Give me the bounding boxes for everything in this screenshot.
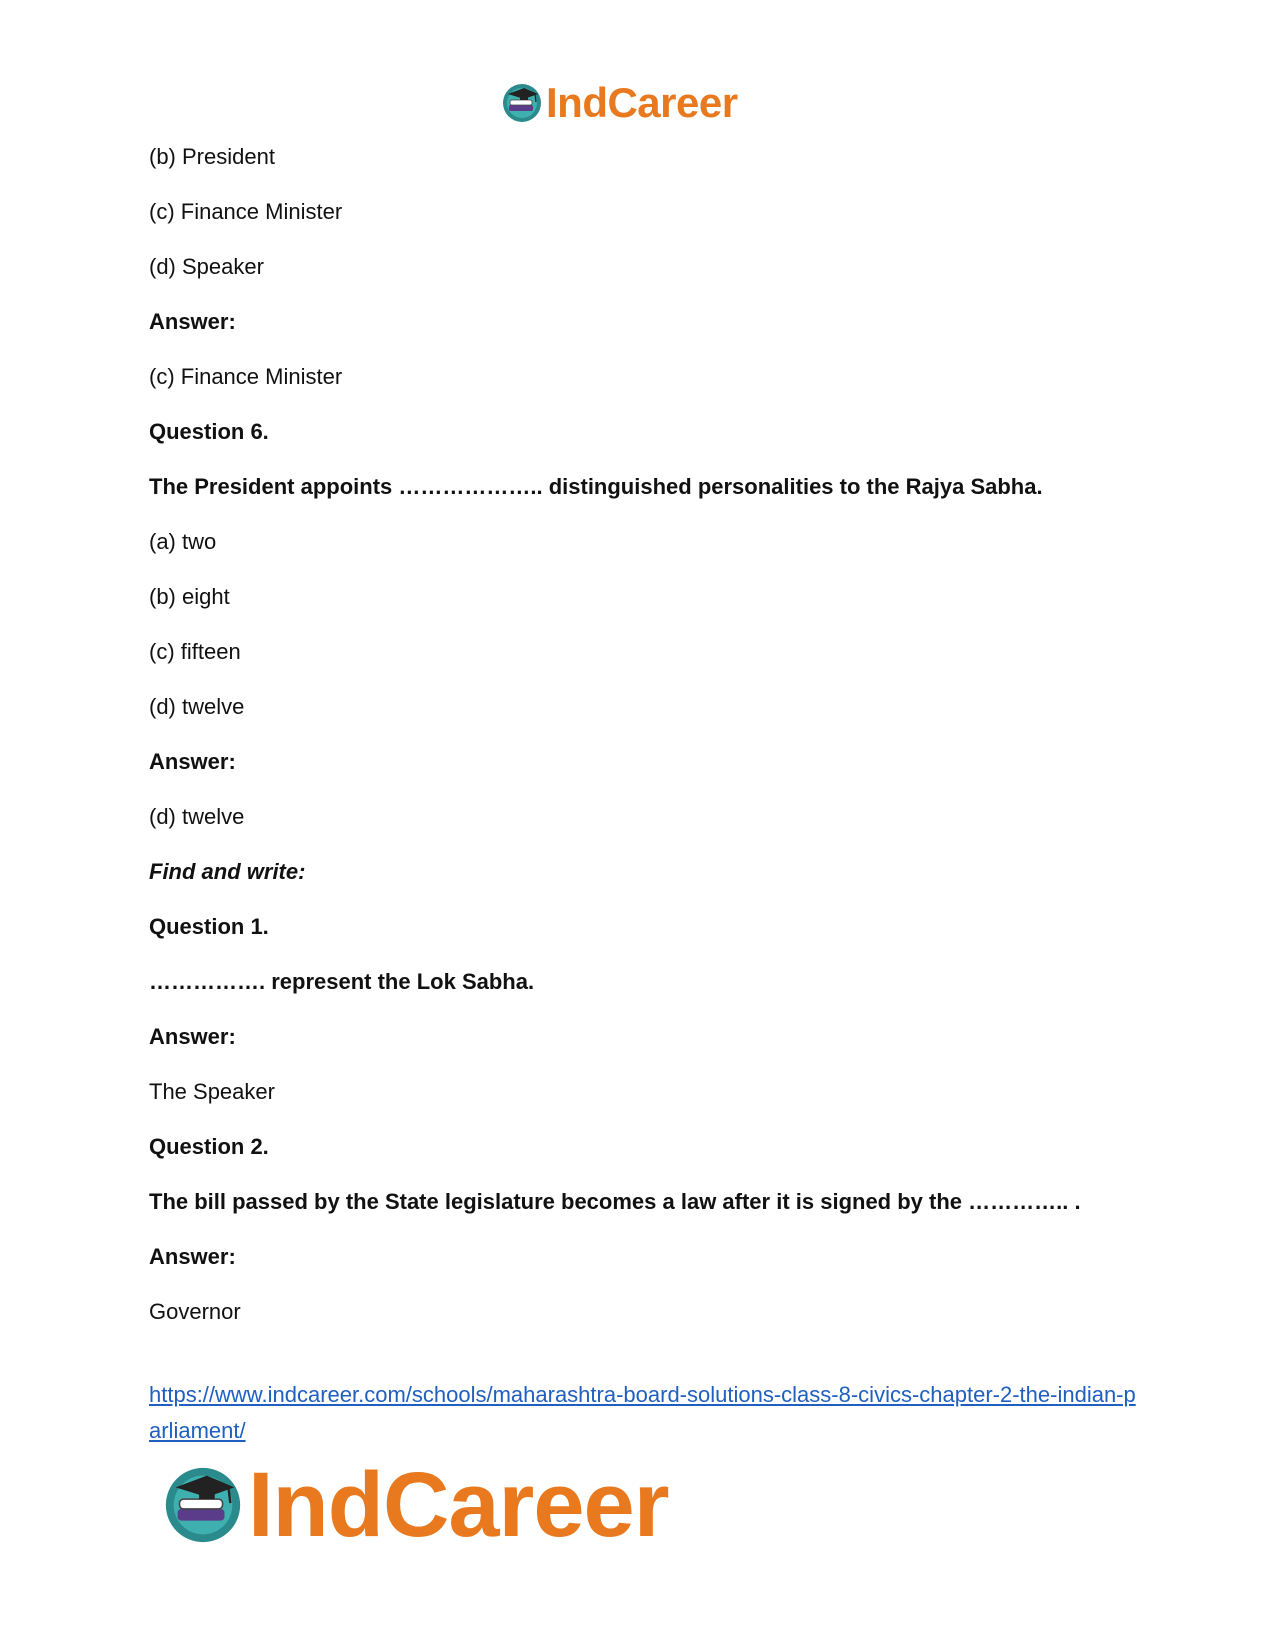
answer-text: Governor bbox=[149, 1299, 241, 1324]
answer-label: Answer: bbox=[149, 309, 236, 334]
question-text: ……………. represent the Lok Sabha. bbox=[149, 969, 535, 994]
option-item: (c) Finance Minister bbox=[149, 199, 343, 224]
answer-text: The Speaker bbox=[149, 1079, 275, 1104]
option-item: (c) fifteen bbox=[149, 639, 241, 664]
answer-label: Answer: bbox=[149, 1244, 236, 1269]
graduation-cap-books-icon bbox=[500, 81, 544, 125]
source-link[interactable]: https://www.indcareer.com/schools/maharashtra-board-solutions-class-8-civics-chapter-2-the-indian-parliament/ bbox=[149, 1382, 1136, 1443]
option-item: (d) twelve bbox=[149, 694, 245, 719]
document-body bbox=[149, 143, 1149, 1353]
question-heading: Question 1. bbox=[149, 914, 269, 939]
option-item: (d) twelve bbox=[149, 804, 245, 829]
option-item: (a) two bbox=[149, 529, 217, 554]
question-text: The President appoints ……………….. distinguished personalities to the Rajya Sabha. bbox=[149, 474, 1043, 499]
section-heading: Find and write: bbox=[149, 859, 306, 884]
answer-label: Answer: bbox=[149, 749, 236, 774]
answer-label: Answer: bbox=[149, 1024, 236, 1049]
option-item: (d) Speaker bbox=[149, 254, 264, 279]
graduation-cap-books-icon bbox=[160, 1462, 246, 1548]
header-logo bbox=[500, 78, 738, 128]
question-heading: Question 2. bbox=[149, 1134, 269, 1159]
question-heading: Question 6. bbox=[149, 419, 269, 444]
brand-logo-text: IndCareer bbox=[546, 79, 738, 126]
question-text: The bill passed by the State legislature becomes a law after it is signed by the ………….. . bbox=[149, 1189, 1081, 1214]
brand-logo-text: IndCareer bbox=[248, 1453, 669, 1556]
option-item: (b) eight bbox=[149, 584, 230, 609]
option-item: (b) President bbox=[149, 144, 275, 169]
option-item: (c) Finance Minister bbox=[149, 364, 343, 389]
footer-logo bbox=[160, 1455, 669, 1555]
